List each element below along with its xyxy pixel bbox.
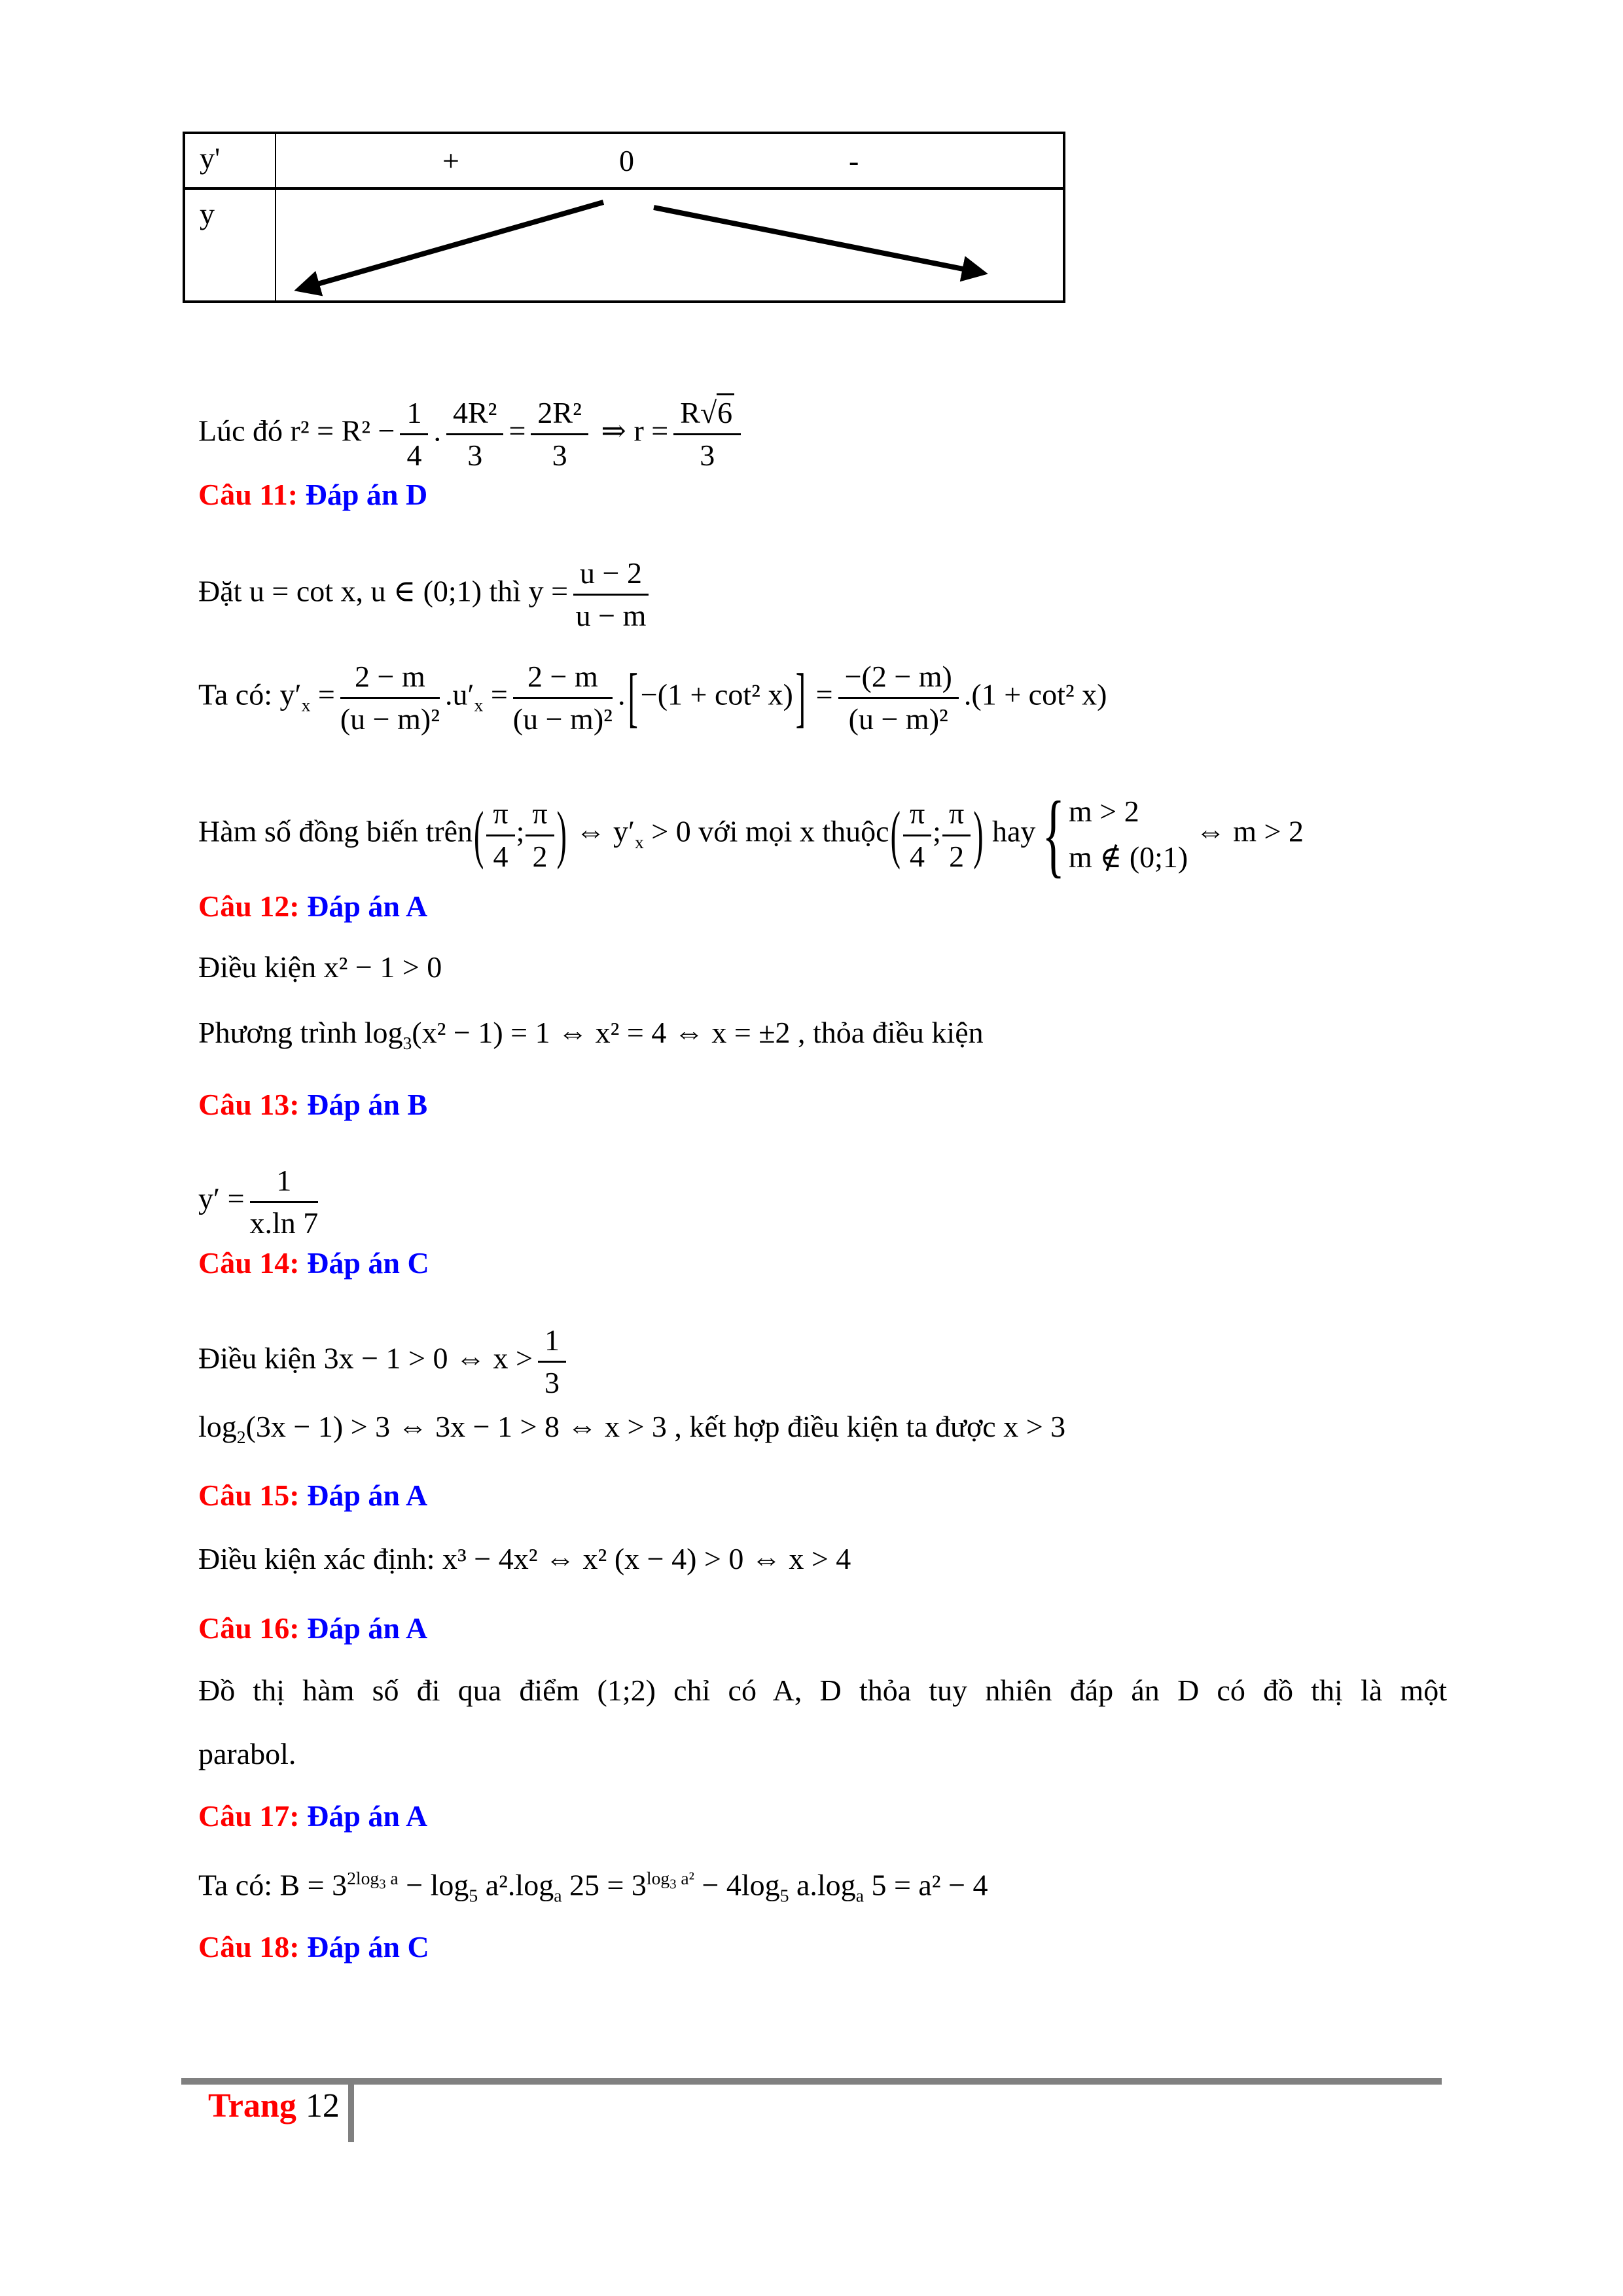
subscript-x: x <box>635 831 644 852</box>
formula-text: Điều kiện 3x − 1 > 0 ⇔ x > <box>198 1341 533 1375</box>
sign-plus: + <box>442 144 459 177</box>
footer-divider-bar <box>181 2078 1442 2085</box>
formula-17 <box>198 1860 988 1914</box>
formula-text: > 0 với mọi x thuộc <box>651 814 889 848</box>
semicolon: ; <box>933 814 941 848</box>
multiplication-dot: . <box>433 414 441 448</box>
right-paren: ) <box>556 798 567 870</box>
formula-text: log <box>198 1410 237 1443</box>
system-condition-1: m > 2 <box>1069 795 1139 828</box>
fraction-sqrt: $\frac{R√6}{3}$ <box>673 396 741 472</box>
answer-label: Đáp án B <box>307 1088 428 1121</box>
exponent: 2log3 a <box>347 1868 399 1892</box>
formula-dieu-kien-12: Điều kiện x² − 1 > 0 <box>198 950 442 984</box>
footer-vertical-line <box>348 2083 354 2142</box>
formula-text: Lúc đó r² = R² − <box>198 414 395 448</box>
fraction-pi-2: $\frac{\pi}{2}$ <box>942 797 971 872</box>
fraction: $\frac{1}{3}$ <box>538 1323 566 1399</box>
arrow-down-right <box>654 207 983 273</box>
log-base: 5 <box>779 1885 789 1906</box>
subscript-x: x <box>301 694 311 715</box>
fraction: $\frac{2 - m}{\text{(u − m)²}}$ <box>340 660 440 736</box>
equals-sign: = <box>490 677 508 711</box>
system-stack <box>1069 793 1188 876</box>
footer <box>208 2087 340 2126</box>
fraction: $\frac{2 - m}{\text{(u − m)²}}$ <box>512 660 613 736</box>
formula-text: Ta có: B = 3 <box>198 1868 348 1902</box>
fraction: $\frac{-(2 - m)}{\text{(u − m)²}}$ <box>838 660 959 736</box>
question-number: Câu 11: <box>198 478 298 511</box>
table-label-y-prime: y' <box>185 134 276 190</box>
answer-label: Đáp án C <box>307 1246 429 1280</box>
question-heading-12 <box>198 888 427 925</box>
formula-log-14 <box>198 1408 1065 1456</box>
log-base: 2 <box>236 1427 246 1448</box>
table-label-y: y <box>185 190 276 300</box>
variation-arrows <box>276 190 1064 300</box>
fraction: $\frac{1}{x.\ln 7}$ <box>249 1164 319 1240</box>
formula-text: a.log <box>796 1868 856 1902</box>
left-paren: ( <box>474 798 484 870</box>
question-number: Câu 18: <box>198 1930 300 1964</box>
fraction: $\frac{\text{4R²}}{3}$ <box>446 396 503 472</box>
subscript-x: x <box>474 694 484 715</box>
arrow-down-left <box>299 202 603 289</box>
formula-text: Phương trình log <box>198 1016 403 1049</box>
formula-dieu-kien-14 <box>198 1323 571 1399</box>
question-heading-18 <box>198 1929 429 1965</box>
log-base: 3 <box>379 1877 386 1892</box>
fraction-pi-4: $\frac{\pi}{4}$ <box>486 797 514 872</box>
equals-sign: = <box>508 414 526 448</box>
formula-text: y′ = <box>198 1181 245 1215</box>
question-number: Câu 15: <box>198 1479 300 1512</box>
sqrt-icon: √ <box>700 396 717 429</box>
log-base: 5 <box>469 1885 478 1906</box>
formula-dat-u <box>198 556 654 632</box>
question-number: Câu 14: <box>198 1246 300 1280</box>
paragraph-16-line1: Đồ thị hàm số đi qua điểm (1;2) chỉ có A, D thỏa tuy nhiên đáp án D có đồ thị là một <box>198 1674 1447 1707</box>
exponent: log3 a² <box>646 1868 694 1892</box>
answer-label: Đáp án A <box>307 889 428 923</box>
formula-text: −(1 + cot² x) <box>640 677 793 711</box>
left-bracket: [ <box>628 660 638 734</box>
formula-text: − 4log <box>702 1868 780 1902</box>
question-heading-15 <box>198 1477 427 1514</box>
formula-text: Ta có: y′ <box>198 677 302 711</box>
formula-text: Đặt u = cot x, u ∈ (0;1) thì y = <box>198 574 569 608</box>
fraction: $\frac{\text{2R²}}{3}$ <box>531 396 588 472</box>
sign-zero: 0 <box>619 144 634 177</box>
question-heading-11 <box>198 476 427 513</box>
right-paren: ) <box>973 798 984 870</box>
system-condition-2: m ∉ (0;1) <box>1069 840 1188 874</box>
formula-text: a².log <box>485 1868 554 1902</box>
equals-sign: = <box>317 677 335 711</box>
formula-dong-bien <box>198 782 1304 887</box>
fraction: $\frac{1}{4}$ <box>400 396 428 472</box>
formula-text: (x² − 1) = 1 ⇔ x² = 4 ⇔ x = ±2 , thỏa điều kiện <box>412 1016 984 1049</box>
left-paren: ( <box>890 798 901 870</box>
answer-label: Đáp án A <box>307 1799 428 1833</box>
question-heading-14 <box>198 1245 429 1282</box>
footer-page-label: Trang <box>208 2087 296 2125</box>
log-base: 3 <box>669 1877 677 1892</box>
formula-phuong-trinh-12 <box>198 1014 984 1062</box>
right-bracket: ] <box>795 660 806 734</box>
formula-text: − log <box>406 1868 469 1902</box>
variation-table <box>183 132 1065 303</box>
answer-label: Đáp án A <box>307 1611 428 1645</box>
question-heading-17 <box>198 1798 427 1835</box>
question-number: Câu 16: <box>198 1611 300 1645</box>
radicand: 6 <box>717 393 734 429</box>
multiplication-dot: . <box>617 677 626 711</box>
log-base: a <box>554 1885 562 1906</box>
paragraph-16-line2: parabol. <box>198 1737 296 1770</box>
formula-text: .u′ <box>444 677 474 711</box>
question-number: Câu 17: <box>198 1799 300 1833</box>
question-heading-13 <box>198 1086 427 1123</box>
formula-text: (3x − 1) > 3 ⇔ 3x − 1 > 8 ⇔ x > 3 , kết hợp điều kiện ta được x > 3 <box>245 1410 1066 1443</box>
fraction-pi-4: $\frac{\pi}{4}$ <box>903 797 931 872</box>
table-sign-row <box>276 134 1063 190</box>
formula-text: ⇔ m > 2 <box>1195 814 1304 848</box>
formula-dieu-kien-15: Điều kiện xác định: x³ − 4x² ⇔ x² (x − 4) > 0 ⇔ x > 4 <box>198 1542 851 1575</box>
fraction-pi-2: $\frac{\pi}{2}$ <box>526 797 554 872</box>
equals-sign: = <box>815 677 833 711</box>
formula-text: Hàm số đồng biến trên <box>198 814 473 848</box>
log-base: 3 <box>402 1033 412 1054</box>
formula-derivative <box>198 660 1107 736</box>
formula-text: 25 = 3 <box>569 1868 647 1902</box>
system-brace: { <box>1042 782 1065 887</box>
table-arrow-cell <box>276 190 1063 300</box>
formula-luc-do <box>198 396 746 472</box>
formula-text: 5 = a² − 4 <box>871 1868 988 1902</box>
implies-text: ⇒ r = <box>601 414 669 448</box>
footer-page-number: 12 <box>305 2087 340 2125</box>
fraction: $\frac{u - 2}{u - m}$ <box>573 556 649 632</box>
formula-text: hay <box>992 814 1036 848</box>
log-base: a <box>855 1885 864 1906</box>
question-number: Câu 13: <box>198 1088 300 1121</box>
answer-label: Đáp án C <box>307 1930 429 1964</box>
formula-y-prime-13 <box>198 1164 323 1240</box>
sign-minus: - <box>849 144 859 177</box>
semicolon: ; <box>516 814 525 848</box>
question-number: Câu 12: <box>198 889 300 923</box>
formula-text: ⇔ y′ <box>575 814 635 848</box>
answer-label: Đáp án A <box>307 1479 428 1512</box>
question-heading-16 <box>198 1610 427 1647</box>
formula-text: .(1 + cot² x) <box>963 677 1107 711</box>
radicand-coefficient: R <box>680 396 700 429</box>
answer-label: Đáp án D <box>305 478 428 511</box>
